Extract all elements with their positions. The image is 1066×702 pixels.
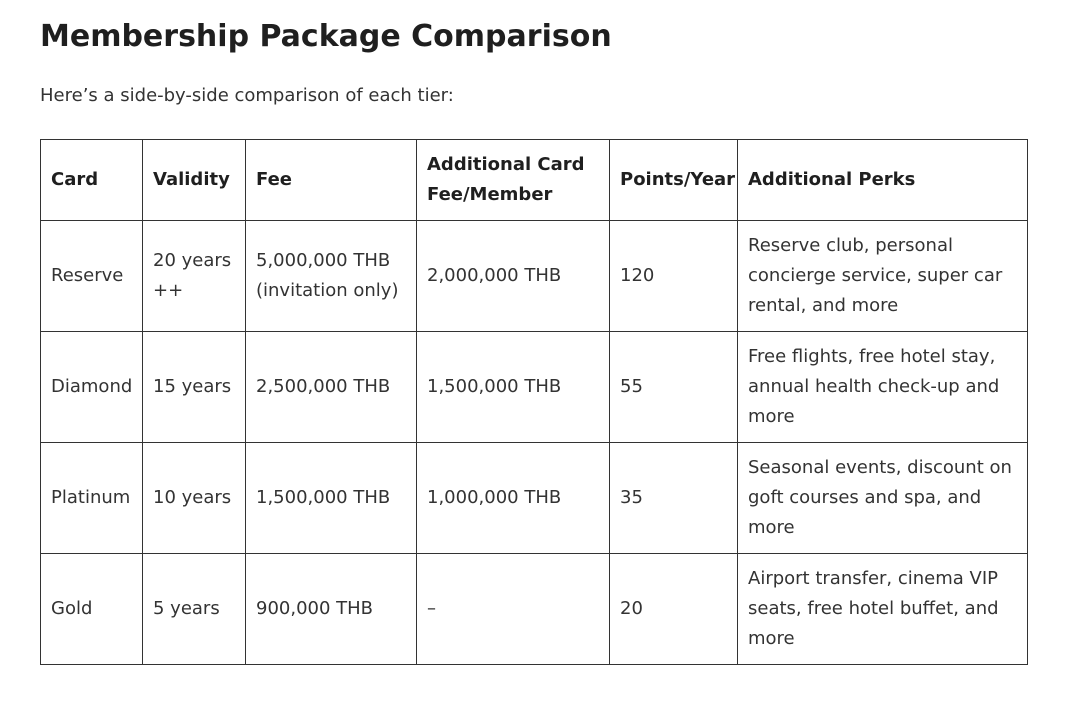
cell-validity: 10 years bbox=[143, 443, 246, 554]
header-additional-perks: Additional Perks bbox=[738, 140, 1028, 221]
cell-additional-perks: Seasonal events, discount on goft courses and spa, and more bbox=[738, 443, 1028, 554]
table-row bbox=[41, 332, 1028, 443]
cell-validity: 15 years bbox=[143, 332, 246, 443]
cell-validity: 20 years ++ bbox=[143, 221, 246, 332]
cell-additional-card-fee: 1,000,000 THB bbox=[417, 443, 610, 554]
cell-additional-perks: Reserve club, personal concierge service, super car rental, and more bbox=[738, 221, 1028, 332]
cell-points-per-year: 55 bbox=[610, 332, 738, 443]
cell-fee: 5,000,000 THB (invitation only) bbox=[246, 221, 417, 332]
header-additional-card-fee: Additional Card Fee/Member bbox=[417, 140, 610, 221]
cell-fee: 1,500,000 THB bbox=[246, 443, 417, 554]
table-row bbox=[41, 221, 1028, 332]
header-points-per-year: Points/Year bbox=[610, 140, 738, 221]
table-header-row bbox=[41, 140, 1028, 221]
cell-card: Platinum bbox=[41, 443, 143, 554]
cell-additional-card-fee: – bbox=[417, 554, 610, 665]
header-validity: Validity bbox=[143, 140, 246, 221]
cell-card: Diamond bbox=[41, 332, 143, 443]
cell-additional-card-fee: 1,500,000 THB bbox=[417, 332, 610, 443]
cell-points-per-year: 20 bbox=[610, 554, 738, 665]
cell-additional-perks: Airport transfer, cinema VIP seats, free hotel buffet, and more bbox=[738, 554, 1028, 665]
table-row bbox=[41, 554, 1028, 665]
cell-points-per-year: 35 bbox=[610, 443, 738, 554]
page-title: Membership Package Comparison bbox=[40, 19, 612, 54]
cell-card: Gold bbox=[41, 554, 143, 665]
cell-card: Reserve bbox=[41, 221, 143, 332]
header-card: Card bbox=[41, 140, 143, 221]
table-row bbox=[41, 443, 1028, 554]
cell-fee: 2,500,000 THB bbox=[246, 332, 417, 443]
comparison-table bbox=[40, 139, 1028, 665]
cell-validity: 5 years bbox=[143, 554, 246, 665]
cell-points-per-year: 120 bbox=[610, 221, 738, 332]
cell-additional-card-fee: 2,000,000 THB bbox=[417, 221, 610, 332]
header-fee: Fee bbox=[246, 140, 417, 221]
cell-fee: 900,000 THB bbox=[246, 554, 417, 665]
intro-text: Here’s a side-by-side comparison of each tier: bbox=[40, 85, 454, 106]
cell-additional-perks: Free flights, free hotel stay, annual health check-up and more bbox=[738, 332, 1028, 443]
